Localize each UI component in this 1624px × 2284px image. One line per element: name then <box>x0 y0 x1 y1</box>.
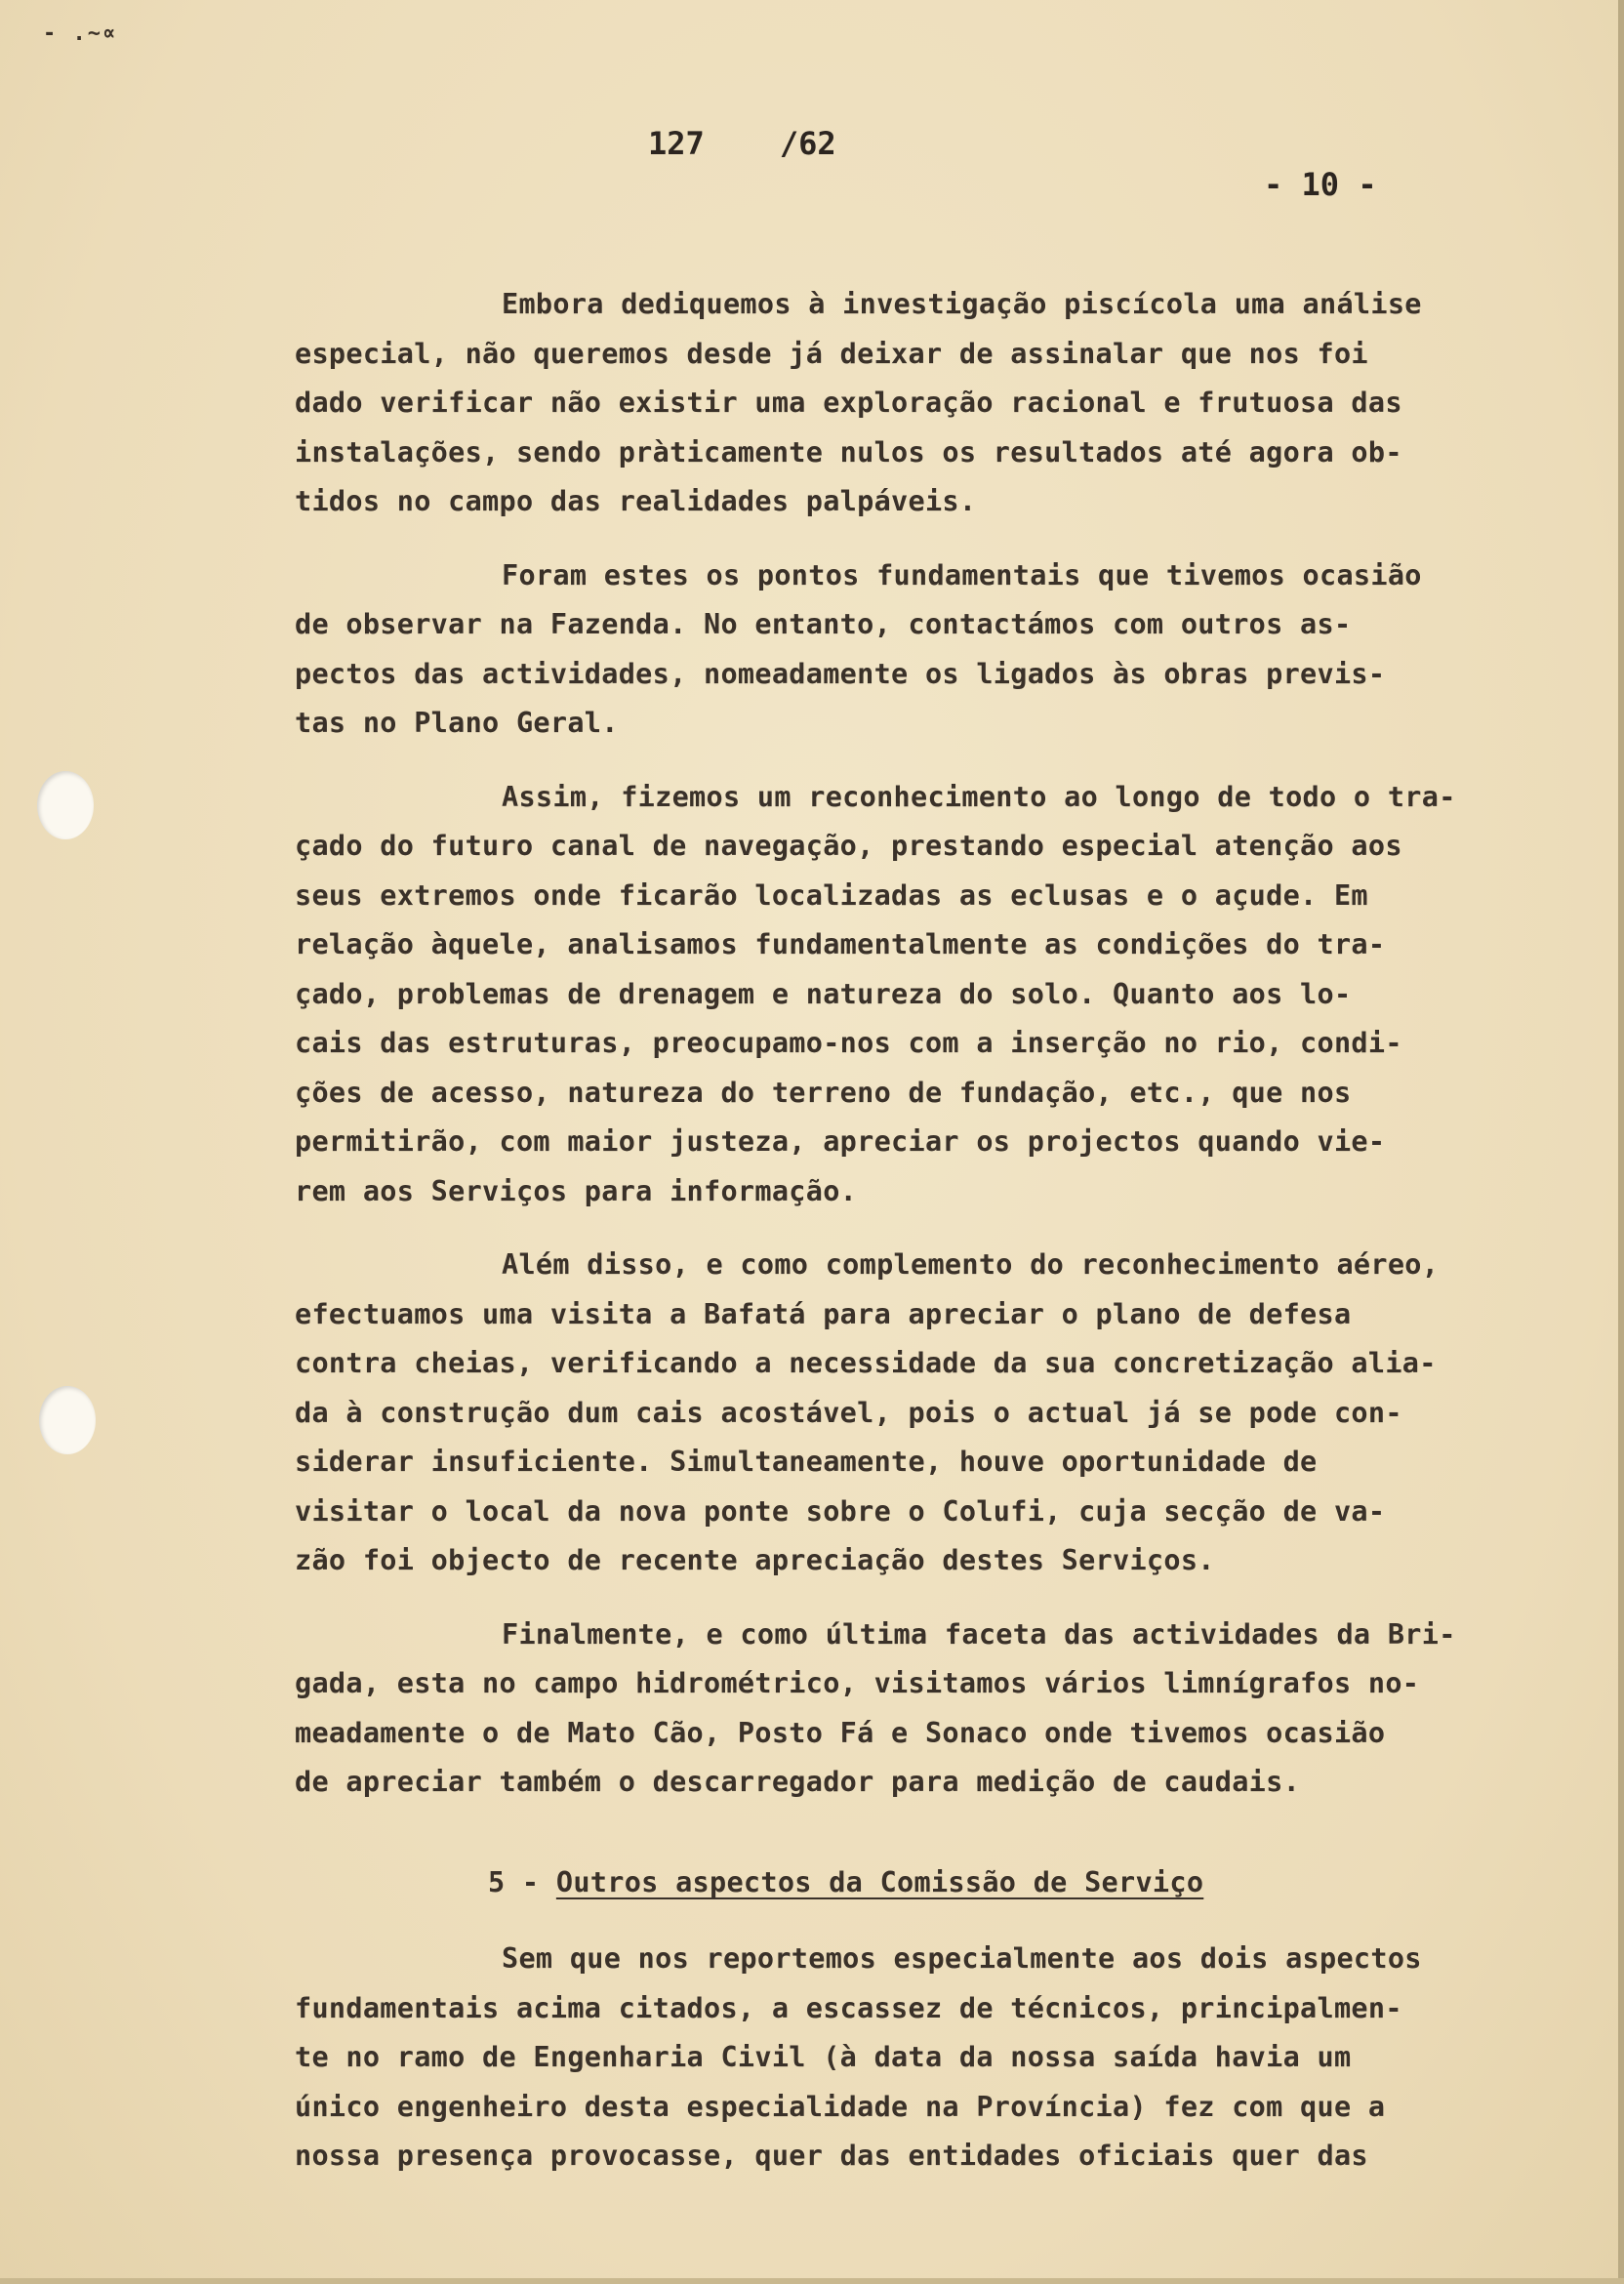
paragraph-line: meadamente o de Mato Cão, Posto Fá e Sonaco onde tivemos ocasião <box>295 1716 1386 1749</box>
paragraph-line: Sem que nos reportemos especialmente aos dois aspectos <box>502 1942 1422 1975</box>
paragraph-line: efectuamos uma visita a Bafatá para apreciar o plano de defesa <box>295 1297 1352 1330</box>
paragraph-line: fundamentais acima citados, a escassez de técnicos, principalmen- <box>295 1991 1402 2024</box>
paragraph-line: Assim, fizemos um reconhecimento ao longo de todo o tra- <box>502 780 1456 813</box>
page-number: - 10 - <box>1264 166 1377 203</box>
paragraph-line: instalações, sendo pràticamente nulos os resultados até agora ob- <box>295 435 1402 469</box>
paragraph-line: Foram estes os pontos fundamentais que tivemos ocasião <box>502 558 1422 591</box>
paragraph-line: Finalmente, e como última faceta das actividades da Bri- <box>502 1617 1456 1651</box>
paragraph-line: permitirão, com maior justeza, apreciar os projectos quando vie- <box>295 1125 1386 1158</box>
paragraph-line: rem aos Serviços para informação. <box>295 1174 858 1207</box>
document-reference: 127 /62 <box>648 125 836 162</box>
paragraph <box>295 551 1603 749</box>
section-number: 5 - <box>488 1865 540 1898</box>
punch-hole-top <box>37 771 94 839</box>
body-text <box>295 280 1603 2206</box>
paragraph <box>295 773 1603 1217</box>
page-edge-bottom <box>0 2278 1624 2284</box>
paragraph-line: siderar insuficiente. Simultaneamente, houve oportunidade de <box>295 1446 1318 1478</box>
paragraph-final <box>295 1935 1603 2182</box>
paragraph-line: Embora dediquemos à investigação piscícola uma análise <box>502 288 1422 320</box>
paragraph-line: especial, não queremos desde já deixar de assinalar que nos foi <box>295 337 1368 370</box>
paragraph-line: te no ramo de Engenharia Civil (à data da nossa saída havia um <box>295 2041 1352 2073</box>
paragraph-line: de observar na Fazenda. No entanto, contactámos com outros as- <box>295 608 1352 640</box>
paragraph-line: da à construção dum cais acostável, pois o actual já se pode con- <box>295 1396 1402 1429</box>
section-title: Outros aspectos da Comissão de Serviço <box>555 1865 1204 1898</box>
paragraph-line: de apreciar também o descarregador para medição de caudais. <box>295 1766 1301 1798</box>
paragraph-line: cais das estruturas, preocupamo-nos com a inserção no rio, condi- <box>295 1027 1402 1059</box>
paragraph-line: seus extremos onde ficarão localizadas as eclusas e o açude. Em <box>295 878 1368 912</box>
paragraph-line: çado do futuro canal de navegação, prestando especial atenção aos <box>295 830 1402 862</box>
punch-hole-bottom <box>39 1386 96 1454</box>
paragraph-line: ções de acesso, natureza do terreno de fundação, etc., que nos <box>295 1076 1352 1109</box>
corner-mark: - .~∝ <box>43 21 118 46</box>
paragraph <box>295 1611 1603 1808</box>
paragraph-line: relação àquele, analisamos fundamentalmente as condições do tra- <box>295 928 1386 960</box>
paragraph-line: único engenheiro desta especialidade na Província) fez com que a <box>295 2090 1386 2123</box>
paragraph-line: çado, problemas de drenagem e natureza do solo. Quanto aos lo- <box>295 977 1352 1010</box>
paragraph-line: tas no Plano Geral. <box>295 707 619 739</box>
paragraph-line: zão foi objecto de recente apreciação destes Serviços. <box>295 1544 1215 1576</box>
paragraph-line: Além disso, e como complemento do reconhecimento aéreo, <box>502 1248 1440 1281</box>
paragraph <box>295 1241 1603 1586</box>
paragraph-line: visitar o local da nova ponte sobre o Colufi, cuja secção de va- <box>295 1494 1386 1528</box>
paragraph-line: nossa presença provocasse, quer das entidades oficiais quer das <box>295 2140 1368 2172</box>
paragraph <box>295 280 1603 527</box>
section-heading <box>295 1858 1603 1908</box>
paragraph-line: dado verificar não existir uma exploração racional e frutuosa das <box>295 387 1402 419</box>
paragraph-line: contra cheias, verificando a necessidade da sua concretização alia- <box>295 1347 1437 1379</box>
paragraph-line: gada, esta no campo hidrométrico, visitamos vários limnígrafos no- <box>295 1667 1420 1699</box>
paragraph-line: tidos no campo das realidades palpáveis. <box>295 485 977 517</box>
page-edge-right <box>1618 0 1624 2284</box>
paragraph-list <box>295 280 1603 1808</box>
paragraph-line: pectos das actividades, nomeadamente os ligados às obras previs- <box>295 657 1386 690</box>
